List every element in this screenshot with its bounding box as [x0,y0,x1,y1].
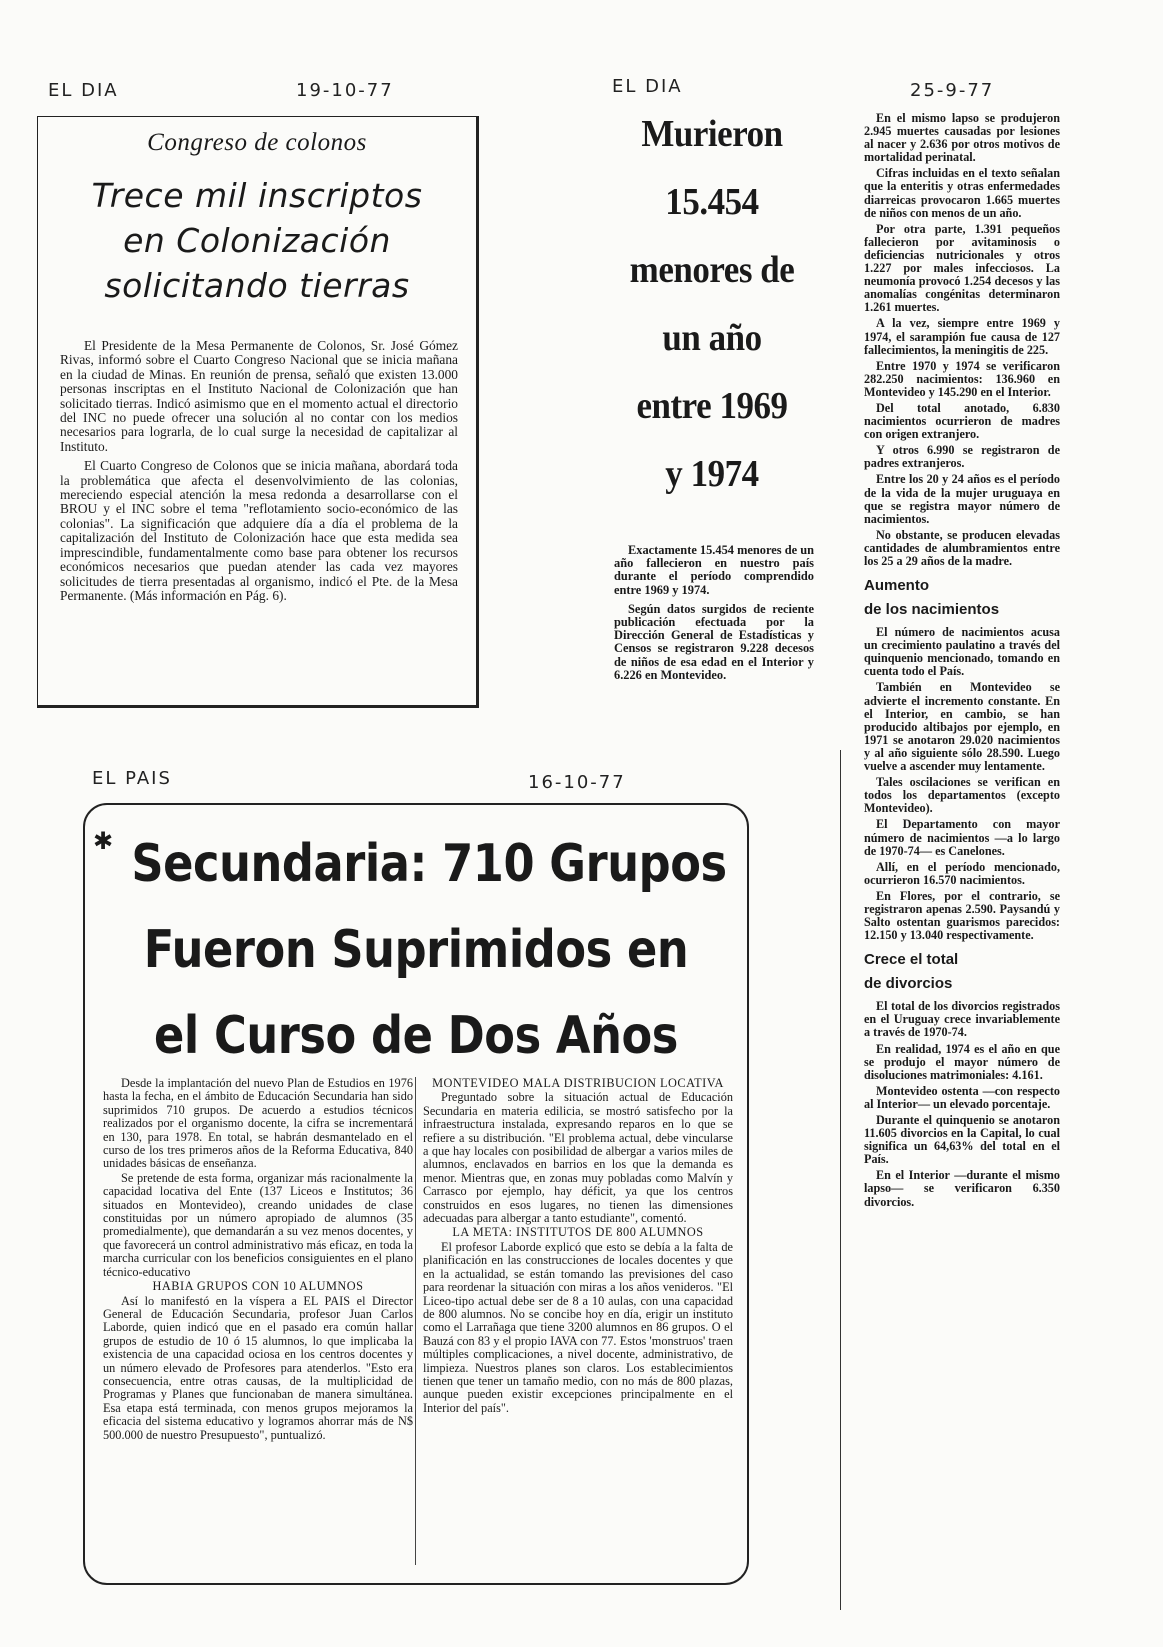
clip2-column-b [864,112,1060,1212]
clip2-paragraph: En Flores, por el contrario, se registraron apenas 2.590. Paysandú y Salto ostentan guarismos parecidos: 12.150 y 13.040 respectivamente. [864,888,1060,943]
clip3-subhead: HABIA GRUPOS CON 10 ALUMNOS [152,1279,364,1294]
clip1-paragraph: El Presidente de la Mesa Permanente de Colonos, Sr. José Gómez Rivas, informó sobre el Cuarto Congreso Nacional que se inicia mañana en la ciudad de Minas. En reunión de prensa, señaló que existen 13.000 personas inscriptas en el Instituto Nacional de Colonización que han solicitado tierras. Indicó asimismo que en el momento actual el directorio del INC no puede ofrecer una solución al no contar con los medios necesarios para lograrla, de lo cual surge la necesidad de capitalizar al Instituto. [60,338,458,454]
clip1-source-note: EL DIA [48,80,119,101]
clip1-date-note: 19-10-77 [296,80,394,101]
clip1-body [60,339,458,608]
clip2-paragraph: En realidad, 1974 es el año en que se produjo el mayor número de disoluciones matrimoniales: 4.161. [864,1041,1060,1082]
clip3-subhead: MONTEVIDEO MALA DISTRIBUCION LOCATIVA [432,1076,724,1090]
clip2-paragraph: Montevideo ostenta —con respecto al Interior— un elevado porcentaje. [864,1083,1060,1111]
clip1-paragraph: El Cuarto Congreso de Colonos que se inicia mañana, abordará toda la problemática que afecta el desenvolvimiento de las colonias, mereciendo especial atención la mesa redonda a desarrollarse con el BROU y el INC sobre el tema "reflotamiento socio-económico de las colonias". La significación que adquiere día a día el problema de la capitalización del Instituto de Colonización hace que esta medida sea imprescindible, fundamentalmente como base para obtener los recursos económicos necesarios que puedan atender las cada vez mayores solicitudes de tierra presentadas al organismo, indicó el Pte. de la Mesa Permanente. (Más información en Pág. 6). [60,458,458,603]
clip3-headline [131,821,727,1079]
clip2-paragraph: Cifras incluidas en el texto señalan que la enteritis y otras enfermedades diarreicas provocaron 1.665 muertes de niños con menos de un año. [864,166,1060,220]
column-divider [415,1077,416,1565]
clipping-secundaria [83,803,749,1585]
clip2-paragraph: Allí, en el período mencionado, ocurrieron 16.570 nacimientos. [864,859,1060,887]
column-divider [840,750,841,1610]
clip2-subhead-line: de divorcios [864,975,953,993]
clip2-headline-line: Murieron [641,113,783,155]
clip3-paragraph: Se pretende de esta forma, organizar más racionalmente la capacidad locativa del Ente (137 Liceos e Institutos; 36 situados en Montevideo), creando unidades de clase constituidas por un número apropiado de alumnos (35 promedialmente), que demandarán a su vez menos docentes, y que favorecerá un control administrativo más eficaz, en toda la marcha curricular con los beneficios consiguientes en el plano técnico-educativo [103,1170,413,1279]
clip1-headline-line: en Colonización [123,221,391,260]
clip2-headline-line: entre 1969 [636,385,788,427]
clip2-subhead-line: de los nacimientos [864,601,1000,619]
clip2-paragraph: Exactamente 15.454 menores de un año fallecieron en nuestro país durante el período comprendido entre 1969 y 1974. [614,543,814,597]
clip2-paragraph: A la vez, siempre entre 1969 y 1974, el sarampión fue causa de 127 fallecimientos, la meningitis de 225. [864,316,1060,357]
clip2-paragraph: Tales oscilaciones se verifican en todos los departamentos (excepto Montevideo). [864,775,1060,816]
clip2-paragraph: Del total anotado, 6.830 nacimientos ocurrieron de madres con origen extranjero. [864,400,1060,442]
clip3-subhead: LA META: INSTITUTOS DE 800 ALUMNOS [452,1225,704,1240]
clip2-paragraph: Por otra parte, 1.391 pequeños fallecieron por avitaminosis o deficiencias nutricionales y otros 1.227 por males infecciosos. La neumonía provocó 1.254 decesos y las anomalías congénitas determinaron 1.261 muertes. [864,221,1060,315]
clip2-paragraph: Durante el quinquenio se anotaron 11.605 divorcios en la Capital, lo cual significa un 64,63% del total en el País. [864,1113,1060,1167]
clip1-kicker: Congreso de colonos [147,129,367,156]
clip3-headline-line: Fueron Suprimidos en [143,920,689,980]
clip2-paragraph: El Departamento con mayor número de nacimientos —a lo largo de 1970-74— es Canelones. [864,817,1060,858]
clip3-headline-line: Secundaria: 710 Grupos [131,834,727,894]
clip3-paragraph: El profesor Laborde explicó que esto se debía a la falta de planificación en las construcciones de locales docentes y que en la actualidad, se están tomando las previsiones del caso para reordenar la situación con miras a los años venideros. "El Liceo-tipo actual debe ser de 8 a 10 aulas, con una capacidad de 800 alumnos. No se concibe hoy en día, erigir un instituto como el Larrañaga que tiene 3200 alumnos en 86 grupos. O el Bauzá con 83 y el propio IAVA con 77. Estos 'monstruos' traen múltiples complicaciones, a nivel docente, administrativo, de limpieza. Nuestros planes son claros. Los establecimientos tienen que tener un tamaño medio, con no más de 800 plazas, aunque pueden existir excepciones principalmente en el Interior del país". [423,1239,733,1415]
clip3-source-note: EL PAIS [92,768,172,789]
clip2-paragraph: Entre 1970 y 1974 se verificaron 282.250 nacimientos: 136.960 en Montevideo y 145.290 en el Interior. [864,358,1060,399]
clip1-headline-line: solicitando tierras [104,266,410,305]
clip2-subhead [864,948,1060,996]
clip3-left-column [103,1077,413,1443]
clip2-subhead-line: Aumento [864,577,929,595]
clip2-headline-line: menores de [629,249,795,291]
clip2-paragraph: Y otros 6.990 se registraron de padres extranjeros. [864,443,1060,471]
clip3-headline-line: el Curso de Dos Años [154,1006,678,1066]
clip1-headline [38,173,476,308]
clip2-subhead [864,574,1060,622]
clip2-headline-line: y 1974 [665,453,759,495]
clip2-paragraph: No obstante, se producen elevadas cantidades de alumbramientos entre los 25 a 29 años de la madre. [864,527,1060,568]
asterisk-mark-icon: ✱ [93,827,114,855]
clip2-source-note: EL DIA [612,76,683,97]
clip3-paragraph: Preguntado sobre la situación actual de Educación Secundaria en materia edilicia, se mostró satisfecho por la infraestructura instalada, expresando reparos en lo que se refiere a su distribución. "El problema actual, debe vincularse a que hay locales con posibilidad de albergar a varios miles de alumnos, enclavados en barrios en los que la demanda es menor. Mientras que, en zonas muy pobladas como Malvín y Carrasco por ejemplo, hay déficit, ya que los centros construidos en esos lugares, no tienen las dimensiones adecuadas para albergar a tanto estudiante", comentó. [423,1090,733,1226]
clip2-subhead-line: Crece el total [864,951,959,969]
clip2-paragraph: Según datos surgidos de reciente publicación efectuada por la Dirección General de Estadísticas y Censos se registraron 9.228 decesos de niños de esa edad en el Interior y 6.226 en Montevideo. [614,601,814,682]
clip3-paragraph: Desde la implantación del nuevo Plan de Estudios en 1976 hasta la fecha, en el ámbito de Educación Secundaria han sido suprimidos 710 grupos. De acuerdo a estudios técnicos realizados por el organismo docente, la cifra se incrementará en 130, para 1978. En total, se habrán desmantelado en el curso de los tres primeros años de la Reforma Educativa, 840 unidades básicas de enseñanza. [103,1076,413,1171]
clip3-date-note: 16-10-77 [528,772,626,793]
clip2-headline [614,100,809,508]
clip2-paragraph: En el mismo lapso se produjeron 2.945 muertes causadas por lesiones al nacer y 2.636 por otros motivos de mortalidad perinatal. [864,111,1060,165]
clip2-column-a [614,544,814,688]
clip3-right-column [423,1077,733,1416]
clip3-paragraph: Así lo manifestó en la víspera a EL PAIS el Director General de Educación Secundaria, profesor Juan Carlos Laborde, quien indicó que en el pasado era común hallar grupos de estudio de 10 ó 15 alumnos, lo que implicaba la existencia de una capacidad ociosa en los centros docentes y un número elevado de Profesores para atenderlos. "Esto era consecuencia, entre otras causas, de la multiplicidad de Programas y Planes que funcionaban de manera simultánea. Esa etapa está terminada, con menos grupos mejoramos la eficacia del sistema educativo y logramos ahorrar más de N$ 500.000 de nuestro Presupuesto", puntualizó. [103,1293,413,1442]
clip2-paragraph: Entre los 20 y 24 años es el período de la vida de la mujer uruguaya en que se registra mayor número de nacimientos. [864,472,1060,526]
clip2-paragraph: También en Montevideo se advierte el incremento constante. En el Interior, en cambio, se han producido altibajos por ejemplo, en 1971 se anotaron 29.020 nacimientos y al año siguiente sólo 28.590. Luego vuelve a ascender muy lentamente. [864,680,1060,774]
clip2-date-note: 25-9-77 [910,80,995,101]
clip2-paragraph: El total de los divorcios registrados en el Uruguay crece invariablemente a través de 1970-74. [864,999,1060,1040]
clip2-paragraph: El número de nacimientos acusa un crecimiento paulatino a través del quinquenio mencionado, tomando en cuenta todo el País. [864,625,1060,679]
clip2-headline-line: 15.454 [665,181,759,223]
clip2-headline-line: un año [662,317,762,359]
clip1-headline-line: Trece mil inscriptos [91,176,423,215]
clipping-colonos [37,116,479,708]
clip2-paragraph: En el Interior —durante el mismo lapso— se verificaron 6.350 divorcios. [864,1168,1060,1209]
